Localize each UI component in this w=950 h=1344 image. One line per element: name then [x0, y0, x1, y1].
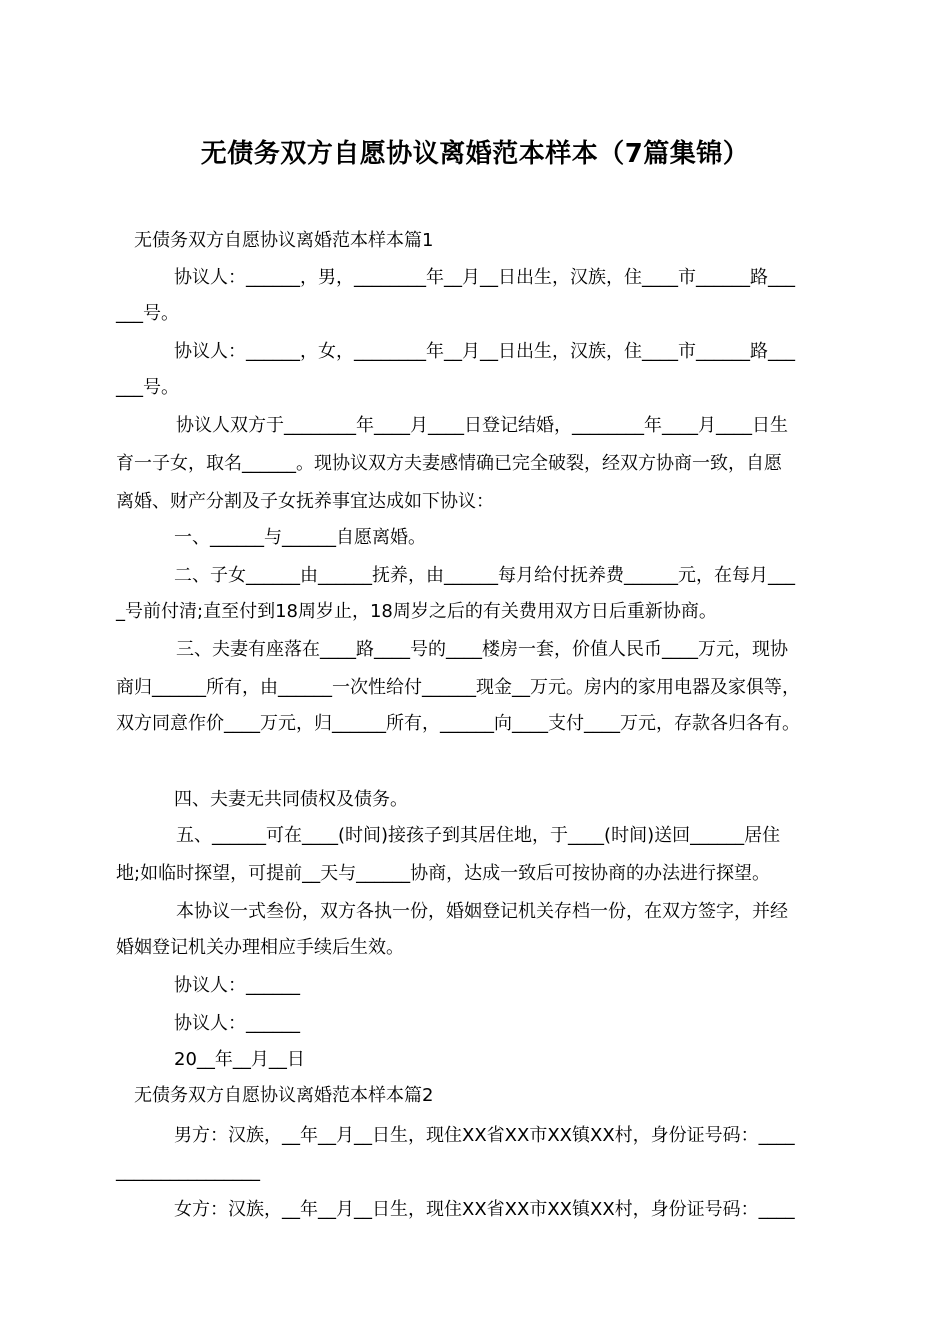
paragraph-line: _号前付清;直至付到18周岁止，18周岁之后的有关费用双方日后重新协商。 — [116, 601, 717, 622]
paragraph-line: 双方同意作价____万元，归______所有，______向____支付____万元，存款各归各有。 — [116, 713, 800, 734]
paragraph-line: 男方：汉族，__年__月__日生，现住XX省XX市XX镇XX村，身份证号码：____ — [174, 1125, 795, 1146]
paragraph-line: 育一子女，取名______。现协议双方夫妻感情确已完全破裂，经双方协商一致，自愿 — [116, 453, 782, 474]
clause-5: 五、______可在____(时间)接孩子到其居住地，于____(时间)送回______居住 — [176, 825, 781, 846]
paragraph-line: 婚姻登记机关办理相应手续后生效。 — [116, 937, 404, 958]
date-line: 20__年__月__日 — [174, 1049, 305, 1070]
clause-4: 四、夫妻无共同债权及债务。 — [174, 789, 408, 810]
paragraph-line: 离婚、财产分割及子女抚养事宜达成如下协议： — [116, 491, 494, 512]
signature-line: 协议人：______ — [174, 975, 300, 996]
clause-2: 二、子女______由______抚养，由______每月给付抚养费______元，在每月___ — [174, 565, 795, 586]
paragraph-line: 协议人：______，女，________年__月__日出生，汉族，住____市______路___ — [174, 341, 795, 362]
clause-1: 一、______与______自愿离婚。 — [174, 527, 426, 548]
paragraph-line: 本协议一式叁份，双方各执一份，婚姻登记机关存档一份，在双方签字，并经 — [176, 901, 788, 922]
paragraph-line: 地;如临时探望，可提前__天与______协商，达成一致后可按协商的办法进行探望。 — [116, 863, 771, 884]
clause-3: 三、夫妻有座落在____路____号的____楼房一套，价值人民币____万元，现协 — [176, 639, 788, 660]
paragraph-line: ___号。 — [116, 303, 179, 324]
paragraph-line: ________________ — [116, 1161, 260, 1182]
signature-line: 协议人：______ — [174, 1013, 300, 1034]
paragraph-line: 协议人：______，男，________年__月__日出生，汉族，住____市______路___ — [174, 267, 795, 288]
document-title: 无债务双方自愿协议离婚范本样本（7篇集锦） — [200, 139, 750, 169]
paragraph-line: 女方：汉族，__年__月__日生，现住XX省XX市XX镇XX村，身份证号码：____ — [174, 1199, 795, 1220]
paragraph-line: 商归______所有，由______一次性给付______现金__万元。房内的家用电器及家俱等， — [116, 677, 800, 698]
section-heading-2: 无债务双方自愿协议离婚范本样本篇2 — [134, 1085, 434, 1106]
paragraph-line: 协议人双方于________年____月____日登记结婚，________年____月____日生 — [176, 415, 788, 436]
section-heading-1: 无债务双方自愿协议离婚范本样本篇1 — [134, 230, 434, 251]
paragraph-line: ___号。 — [116, 377, 179, 398]
